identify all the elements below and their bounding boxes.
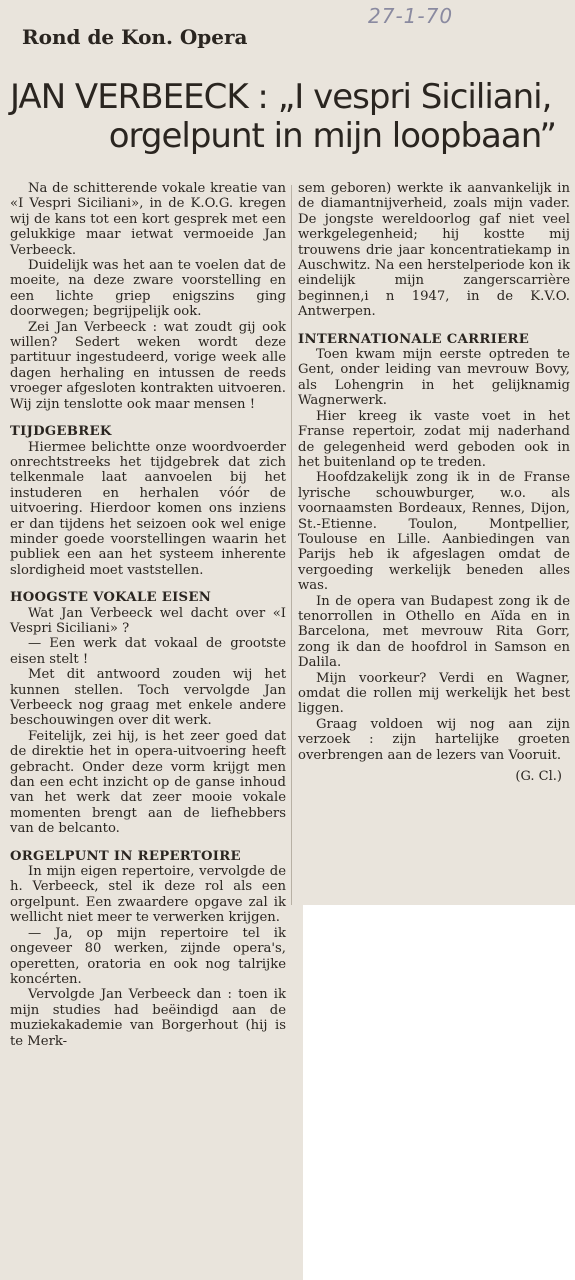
subheading-internationale-carriere: INTERNATIONALE CARRIERE xyxy=(298,331,530,347)
paragraph: Na de schitterende vokale kreatie van «I Vespri Siciliani», in de K.O.G. kregen wij de kans tot een kort gesprek met een gelukkige maar ietwat vermoeide Jan Verbeeck. xyxy=(10,181,286,258)
article-headline xyxy=(10,78,570,156)
blank-area xyxy=(303,905,575,1280)
right-column xyxy=(298,181,570,784)
author-signature: (G. Cl.) xyxy=(515,769,562,785)
paragraph: Duidelijk was het aan te voelen dat de moeite, na deze zware voorstelling en een lichte griep enigszins ging doorwegen; begrijpelijk ook. xyxy=(10,258,286,320)
paragraph: Zei Jan Verbeeck : wat zoudt gij ook willen? Sedert weken wordt deze partituur ingestudeerd, vorige week alle dagen herhaling en intussen de reeds vroeger afgesloten kontrakten uitvoeren. Wij zijn tenslotte ook maar mensen ! xyxy=(10,319,286,412)
headline-line-2: orgelpunt in mijn loopbaan” xyxy=(108,116,556,157)
paragraph: sem geboren) werkte ik aanvankelijk in de diamantnijverheid, zoals mijn vader. De jongste wereldoorlog gaf niet veel werkgelegenheid; hij kostte mij trouwens drie jaar koncentratiekamp in Auschwitz. Na een herstelperiode kon ik eindelijk mijn zangerscarrière beginnen,i n 1947, in de K.V.O. Antwerpen. xyxy=(298,181,570,320)
paragraph: Toen kwam mijn eerste optreden te Gent, onder leiding van mevrouw Bovy, als Lohengrin in het gelijknamig Wagnerwerk. xyxy=(298,347,570,409)
paragraph: Feitelijk, zei hij, is het zeer goed dat de direktie het in opera-uitvoering heeft gebracht. Onder deze vorm krijgt men dan een echt inzicht op de ganse inhoud van het werk dat zeer mooie vokale momenten brengt aan de liefhebbers van de belcanto. xyxy=(10,728,286,837)
paragraph: In mijn eigen repertoire, vervolgde de h. Verbeeck, stel ik deze rol als een orgelpunt. Een zwaardere opgave zal ik wellicht niet meer te verwerken krijgen. xyxy=(10,864,286,926)
paragraph: Graag voldoen wij nog aan zijn verzoek : zijn hartelijke groeten overbrengen aan de lezers van Vooruit. xyxy=(298,716,570,763)
paragraph: Hiermee belichtte onze woordvoerder onrechtstreeks het tijdgebrek dat zich telkenmale laat aanvoelen bij het instuderen en herhalen vóór de uitvoering. Hierdoor komen ons inziens er dan tijdens het seizoen ook wel enige minder goede voorstellingen waarin het publiek een aan het systeem inherente slordigheid moet vaststellen. xyxy=(10,439,286,578)
paragraph: — Ja, op mijn repertoire tel ik ongeveer 80 werken, zijnde opera's, operetten, oratoria en ook nog talrijke koncérten. xyxy=(10,925,286,987)
paragraph: Wat Jan Verbeeck wel dacht over «I Vespri Siciliani» ? xyxy=(10,605,286,636)
paragraph: In de opera van Budapest zong ik de tenorrollen in Othello en Aïda en in Barcelona, met mevrouw Rita Gorr, zong ik dan de hoofdrol in Samson en Dalila. xyxy=(298,593,570,671)
paragraph: Vervolgde Jan Verbeeck dan : toen ik mijn studies had beëindigd aan de muziekakademie van Borgerhout (hij is te Merk- xyxy=(10,987,286,1049)
paragraph: Hier kreeg ik vaste voet in het Franse repertoir, zodat mij naderhand de gelegenheid werd geboden ook in het buitenland op te treden. xyxy=(298,408,570,470)
handwritten-date: 27-1-70 xyxy=(368,4,454,28)
paragraph: Met dit antwoord zouden wij het kunnen stellen. Toch vervolgde Jan Verbeeck nog graag met enkele andere beschouwingen over dit werk. xyxy=(10,667,286,729)
paragraph: — Een werk dat vokaal de grootste eisen stelt ! xyxy=(10,636,286,667)
headline-line-1: JAN VERBEECK : „I vespri Siciliani, xyxy=(10,77,552,117)
subheading-orgelpunt: ORGELPUNT IN REPERTOIRE xyxy=(10,848,241,864)
paragraph: Mijn voorkeur? Verdi en Wagner, omdat die rollen mij werkelijk het best liggen. xyxy=(298,670,570,717)
section-kicker: Rond de Kon. Opera xyxy=(22,25,248,49)
column-divider xyxy=(291,185,292,905)
paragraph: Hoofdzakelijk zong ik in de Franse lyrische schouwburger, w.o. als voornaamsten Bordeaux, Rennes, Dijon, St.-Etienne. Toulon, Montpellier, Toulouse en Lille. Aanbiedingen van Parijs heb ik afgeslagen omdat de vergoeding werkelijk beneden alles was. xyxy=(298,470,570,594)
subheading-tijdgebrek: TIJDGEBREK xyxy=(10,424,112,440)
left-column xyxy=(10,181,286,1049)
subheading-hoogste-vokale-eisen: HOOGSTE VOKALE EISEN xyxy=(10,590,212,606)
